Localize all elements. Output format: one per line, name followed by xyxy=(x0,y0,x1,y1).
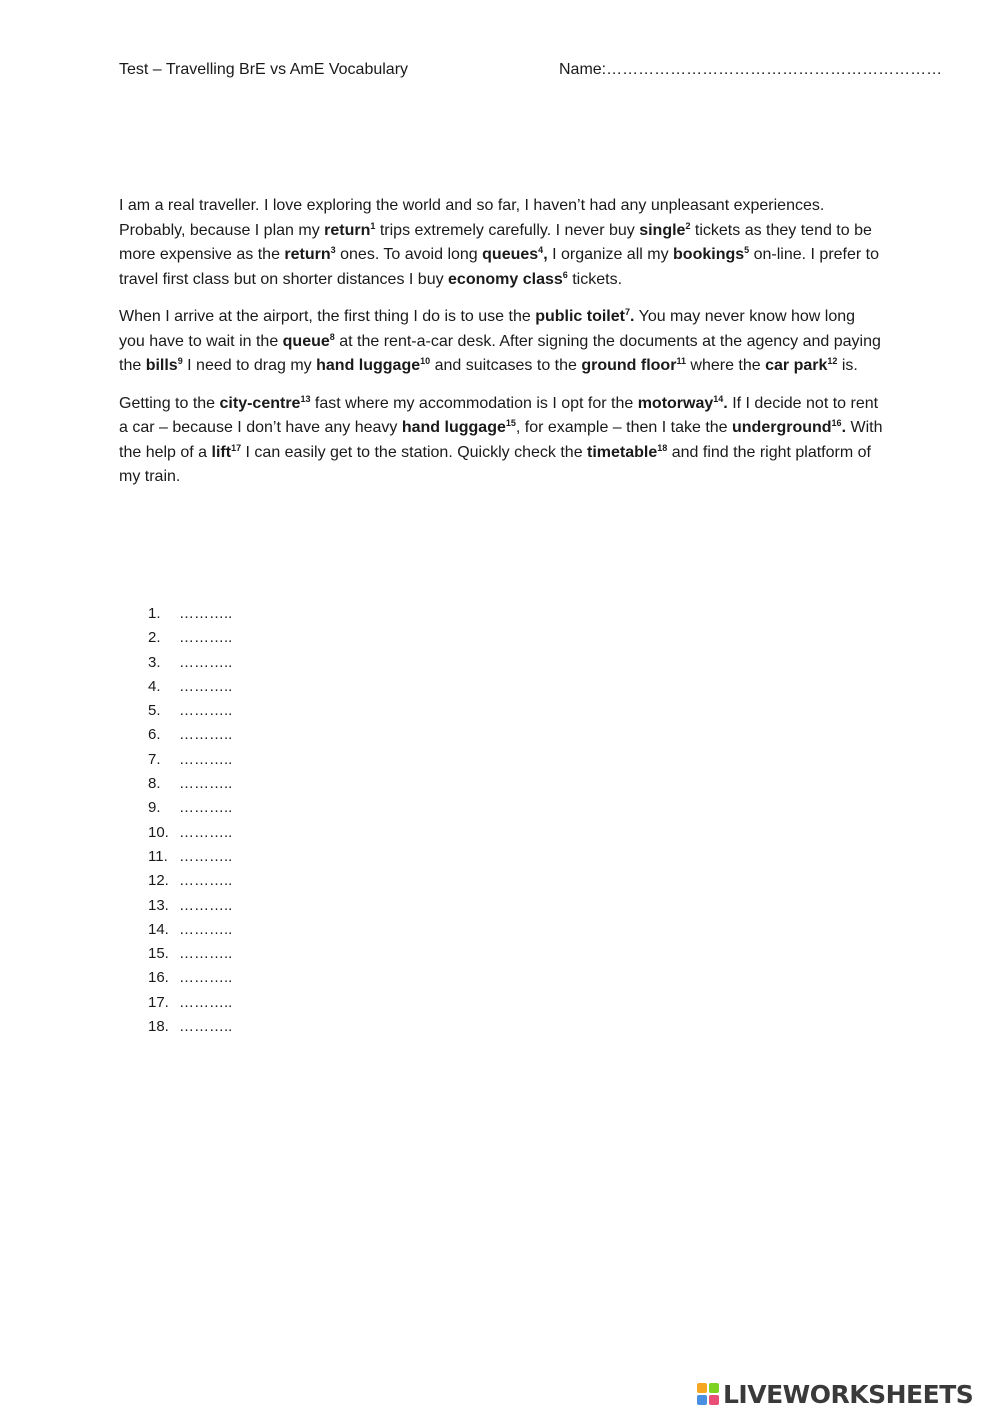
answer-blank[interactable]: ……….. xyxy=(179,799,233,817)
footnote-number: 17 xyxy=(231,442,242,453)
text-run: I can easily get to the station. Quickly check the xyxy=(241,443,588,461)
text-run: I need to drag my xyxy=(182,357,317,374)
vocabulary-word: , xyxy=(543,246,548,263)
footnote-number: 6 xyxy=(562,269,568,280)
answer-number: 11. xyxy=(148,847,168,865)
list-item xyxy=(148,675,232,699)
footnote-number: 12 xyxy=(827,356,838,366)
text-run: tickets. xyxy=(567,270,623,288)
answer-blank[interactable]: ……….. xyxy=(179,896,233,914)
list-item xyxy=(148,723,232,747)
paragraph-1 xyxy=(119,194,884,292)
answer-blank[interactable]: ……….. xyxy=(179,702,233,720)
vocabulary-word: return xyxy=(284,246,331,263)
text-run: I am a real traveller. I love exploring the world and so far, I haven’t had any unpleasant experiences. Probably, because I plan my xyxy=(119,197,825,239)
vocabulary-word: queues xyxy=(482,246,539,263)
vocabulary-word: economy class xyxy=(448,270,563,288)
list-item xyxy=(148,869,232,893)
answer-number: 6. xyxy=(148,726,161,744)
answer-number: 9. xyxy=(148,799,161,817)
vocabulary-word: bookings xyxy=(673,246,745,263)
vocabulary-word: hand luggage xyxy=(316,357,421,374)
answer-blank[interactable]: ……….. xyxy=(179,677,233,695)
logo-text: LIVEWORKSHEETS xyxy=(723,1379,974,1409)
list-item xyxy=(148,942,232,966)
footnote-number: 3 xyxy=(330,245,336,255)
text-run: trips extremely carefully. I never buy xyxy=(375,221,640,239)
vocabulary-word: . xyxy=(630,308,635,325)
answer-number: 18. xyxy=(148,1018,169,1036)
text-run: is. xyxy=(837,357,858,374)
list-item xyxy=(148,796,232,820)
text-run: Getting to the xyxy=(119,394,220,412)
answer-number: 7. xyxy=(148,750,161,768)
text-run: ones. To avoid long xyxy=(335,246,483,263)
list-item xyxy=(148,748,232,772)
text-run: When I arrive at the airport, the first thing I do is to use the xyxy=(119,308,536,325)
vocabulary-word: bills xyxy=(145,357,178,374)
liveworksheets-logo-icon xyxy=(697,1383,719,1405)
vocabulary-word: return xyxy=(324,221,371,239)
list-item xyxy=(148,991,232,1015)
text-run: , for example – then I take the xyxy=(515,419,732,436)
answer-blank[interactable]: ……….. xyxy=(179,993,233,1011)
reading-passage xyxy=(119,194,884,503)
answer-blank[interactable]: ……….. xyxy=(179,920,233,938)
answer-blank[interactable]: ……….. xyxy=(179,823,233,841)
list-item xyxy=(148,918,232,942)
answer-number: 5. xyxy=(148,702,161,720)
answer-number: 14. xyxy=(148,920,169,938)
answer-number: 13. xyxy=(148,896,169,914)
answer-blank[interactable]: ……….. xyxy=(179,653,233,671)
list-item xyxy=(148,894,232,918)
answer-number: 12. xyxy=(148,872,169,890)
vocabulary-word: underground xyxy=(732,419,832,436)
footnote-number: 14 xyxy=(713,393,724,404)
answer-blank[interactable]: ……….. xyxy=(179,1018,233,1036)
paragraph-2 xyxy=(119,305,884,379)
answer-blank[interactable]: ……….. xyxy=(179,872,233,890)
text-run: tickets as they tend to be more expensive as the xyxy=(119,221,872,263)
answer-list xyxy=(148,602,232,1039)
list-item xyxy=(148,845,232,869)
footnote-number: 5 xyxy=(744,245,750,255)
answer-blank[interactable]: ……….. xyxy=(179,750,233,768)
vocabulary-word: motorway xyxy=(637,394,714,412)
answer-blank[interactable]: ……….. xyxy=(179,847,233,865)
vocabulary-word: timetable xyxy=(587,443,658,461)
text-run: at the rent-a-car desk. After signing the documents at the agency and paying the xyxy=(119,332,881,374)
vocabulary-word: lift xyxy=(211,443,232,461)
text-run: and find the right platform of my train. xyxy=(119,443,871,485)
vocabulary-word: single xyxy=(639,221,686,239)
answer-number: 8. xyxy=(148,775,161,793)
footnote-number: 18 xyxy=(657,442,668,453)
list-item xyxy=(148,699,232,723)
footnote-number: 13 xyxy=(300,393,311,404)
worksheet-title: Test – Travelling BrE vs AmE Vocabulary xyxy=(119,61,409,78)
answer-number: 3. xyxy=(148,653,161,671)
footnote-number: 1 xyxy=(370,220,376,231)
text-run: You may never know how long you have to wait in the xyxy=(119,308,856,350)
footnote-number: 16 xyxy=(831,418,842,428)
answer-blank[interactable]: ……….. xyxy=(179,726,233,744)
footnote-number: 15 xyxy=(505,418,516,428)
vocabulary-word: car park xyxy=(765,357,828,374)
list-item xyxy=(148,966,232,990)
text-run: With the help of a xyxy=(119,419,883,461)
text-run: and suitcases to the xyxy=(430,357,582,374)
vocabulary-word: . xyxy=(723,394,728,412)
liveworksheets-logo xyxy=(697,1378,973,1410)
answer-number: 16. xyxy=(148,969,169,987)
list-item xyxy=(148,626,232,650)
answer-blank[interactable]: ……….. xyxy=(179,629,233,647)
answer-number: 10. xyxy=(148,823,169,841)
text-run: on-line. I prefer to travel first class but on shorter distances I buy xyxy=(119,246,879,288)
vocabulary-word: ground floor xyxy=(581,357,677,374)
text-run: where the xyxy=(685,357,766,374)
vocabulary-word: . xyxy=(841,419,847,436)
footnote-number: 10 xyxy=(420,356,431,366)
answer-blank[interactable]: ……….. xyxy=(179,775,233,793)
list-item xyxy=(148,1015,232,1039)
vocabulary-word: queue xyxy=(282,332,330,350)
footnote-number: 9 xyxy=(177,356,183,366)
list-item xyxy=(148,651,232,675)
text-run: I organize all my xyxy=(547,246,674,263)
paragraph-3 xyxy=(119,392,884,490)
list-item xyxy=(148,821,232,845)
name-field[interactable]: Name:……………………………………………………… xyxy=(559,61,943,78)
footnote-number: 7 xyxy=(624,307,630,317)
answer-blank[interactable]: ……….. xyxy=(179,969,233,987)
text-run: fast where my accommodation is I opt for the xyxy=(310,394,638,412)
footnote-number: 11 xyxy=(676,356,686,366)
list-item xyxy=(148,772,232,796)
answer-number: 1. xyxy=(148,605,161,622)
footnote-number: 2 xyxy=(685,220,691,231)
list-item xyxy=(148,602,232,626)
answer-blank[interactable]: ……….. xyxy=(179,605,233,622)
footnote-number: 8 xyxy=(329,331,335,342)
answer-number: 4. xyxy=(148,677,161,695)
answer-blank[interactable]: ……….. xyxy=(179,945,233,963)
answer-number: 15. xyxy=(148,945,169,963)
vocabulary-word: city-centre xyxy=(219,394,301,412)
footnote-number: 4 xyxy=(538,245,544,255)
vocabulary-word: hand luggage xyxy=(401,419,506,436)
vocabulary-word: public toilet xyxy=(535,308,625,325)
answer-number: 2. xyxy=(148,629,161,647)
text-run: If I decide not to rent a car – because I don’t have any heavy xyxy=(119,394,879,436)
answer-number: 17. xyxy=(148,993,169,1011)
